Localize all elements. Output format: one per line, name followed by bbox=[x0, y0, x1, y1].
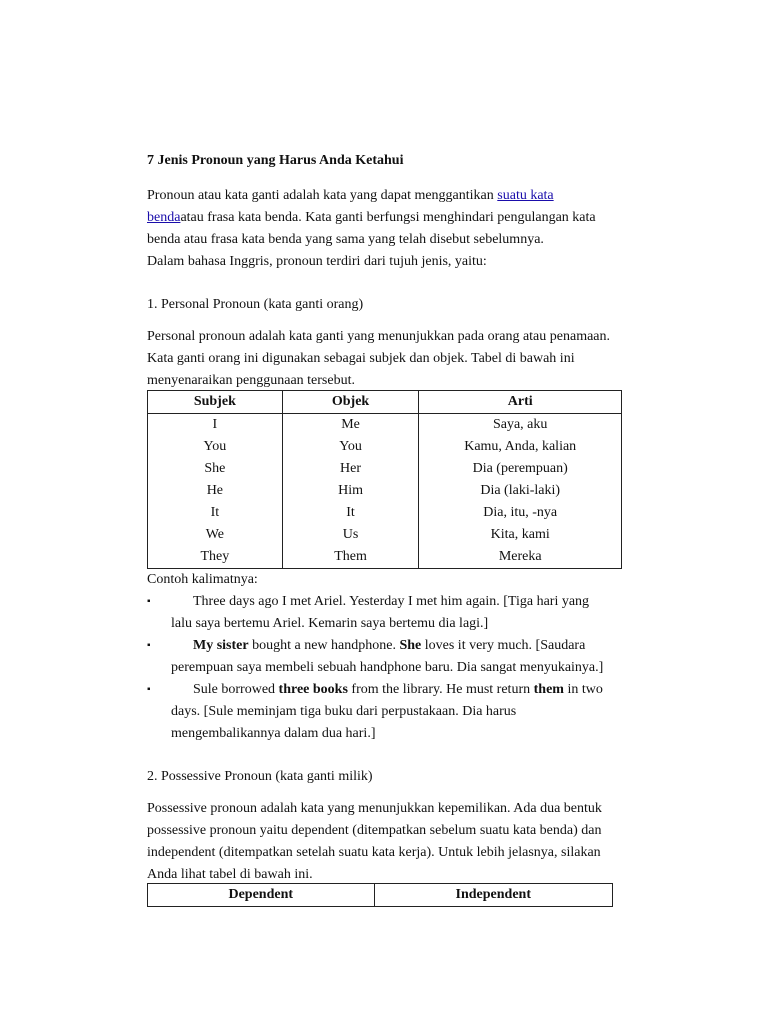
bold-text: My sister bbox=[193, 638, 249, 653]
table-cell: It bbox=[282, 502, 419, 524]
bold-text: three books bbox=[278, 682, 348, 697]
example-line: lalu saya bertemu Ariel. Kemarin saya bertemu dia lagi.] bbox=[171, 616, 489, 631]
section2-paragraph bbox=[147, 798, 667, 886]
bold-text: She bbox=[399, 638, 422, 653]
bullet-marker: ▪ bbox=[147, 640, 151, 651]
list-item bbox=[147, 679, 667, 745]
table-header-row bbox=[148, 884, 613, 907]
intro-text-1: Pronoun atau kata ganti adalah kata yang dapat menggantikan bbox=[147, 188, 498, 203]
intro-line-3: benda atau frasa kata benda yang sama yang telah disebut sebelumnya. bbox=[147, 232, 544, 247]
table-row bbox=[148, 436, 622, 458]
example-text: Sule borrowed bbox=[193, 682, 279, 697]
table-cell: You bbox=[282, 436, 419, 458]
table-cell: Him bbox=[282, 480, 419, 502]
column-header-subjek: Subjek bbox=[148, 391, 283, 414]
table-cell: Them bbox=[282, 546, 419, 569]
column-header-arti: Arti bbox=[419, 391, 622, 414]
example-line: Three days ago I met Ariel. Yesterday I met him again. [Tiga hari yang bbox=[193, 594, 590, 609]
suatu-kata-benda-link-cont[interactable]: benda bbox=[147, 210, 181, 225]
table-cell: Dia (perempuan) bbox=[419, 458, 622, 480]
table-cell: Dia (laki-laki) bbox=[419, 480, 622, 502]
table-cell: Mereka bbox=[419, 546, 622, 569]
section2-para-line: Anda lihat tabel di bawah ini. bbox=[147, 867, 313, 882]
column-header-independent: Independent bbox=[374, 884, 613, 907]
examples-label: Contoh kalimatnya: bbox=[147, 572, 258, 587]
table-row bbox=[148, 414, 622, 437]
table-header-row bbox=[148, 391, 622, 414]
example-text: in two bbox=[563, 682, 603, 697]
table-cell: Kamu, Anda, kalian bbox=[419, 436, 622, 458]
intro-line-2 bbox=[147, 207, 667, 229]
section2-para-line: independent (ditempatkan setelah suatu kata kerja). Untuk lebih jelasnya, silakan bbox=[147, 845, 601, 860]
example-line: mengembalikannya dalam dua hari.] bbox=[171, 726, 376, 741]
intro-line-1 bbox=[147, 185, 667, 207]
table-cell: Us bbox=[282, 524, 419, 546]
section1-para-line: Kata ganti orang ini digunakan sebagai subjek dan objek. Tabel di bawah ini bbox=[147, 351, 575, 366]
suatu-kata-benda-link[interactable]: suatu kata bbox=[497, 188, 554, 203]
table-cell: We bbox=[148, 524, 283, 546]
column-header-objek: Objek bbox=[282, 391, 419, 414]
table-cell: Her bbox=[282, 458, 419, 480]
example-text: from the library. He must return bbox=[347, 682, 534, 697]
table-row bbox=[148, 480, 622, 502]
possessive-pronoun-table bbox=[147, 883, 613, 907]
section1-heading: 1. Personal Pronoun (kata ganti orang) bbox=[147, 297, 364, 312]
table-cell: Me bbox=[282, 414, 419, 437]
table-cell: He bbox=[148, 480, 283, 502]
table-cell: They bbox=[148, 546, 283, 569]
examples-list bbox=[147, 591, 667, 745]
list-item bbox=[147, 591, 667, 635]
table-cell: Dia, itu, -nya bbox=[419, 502, 622, 524]
table-row bbox=[148, 546, 622, 569]
intro-paragraph bbox=[147, 185, 667, 273]
table-cell: She bbox=[148, 458, 283, 480]
example-line bbox=[171, 635, 667, 657]
intro-text-2: atau frasa kata benda. Kata ganti berfungsi menghindari pengulangan kata bbox=[180, 210, 596, 225]
section2-para-line: Possessive pronoun adalah kata yang menunjukkan kepemilikan. Ada dua bentuk bbox=[147, 801, 602, 816]
table-cell: You bbox=[148, 436, 283, 458]
table-cell: I bbox=[148, 414, 283, 437]
section1-para-line: menyenaraikan penggunaan tersebut. bbox=[147, 373, 355, 388]
table-row bbox=[148, 524, 622, 546]
example-text: bought a new handphone. bbox=[248, 638, 400, 653]
table-cell: Saya, aku bbox=[419, 414, 622, 437]
example-text: loves it very much. [Saudara bbox=[421, 638, 586, 653]
table-row bbox=[148, 502, 622, 524]
bullet-marker: ▪ bbox=[147, 684, 151, 695]
section1-para-line: Personal pronoun adalah kata ganti yang menunjukkan pada orang atau penamaan. bbox=[147, 329, 611, 344]
bullet-marker: ▪ bbox=[147, 596, 151, 607]
example-line: perempuan saya membeli sebuah handphone baru. Dia sangat menyukainya.] bbox=[171, 660, 604, 675]
section2-para-line: possessive pronoun yaitu dependent (ditempatkan sebelum suatu kata benda) dan bbox=[147, 823, 602, 838]
example-line: days. [Sule meminjam tiga buku dari perpustakaan. Dia harus bbox=[171, 704, 517, 719]
table-cell: It bbox=[148, 502, 283, 524]
section2-heading: 2. Possessive Pronoun (kata ganti milik) bbox=[147, 769, 373, 784]
column-header-dependent: Dependent bbox=[148, 884, 375, 907]
table-cell: Kita, kami bbox=[419, 524, 622, 546]
list-item bbox=[147, 635, 667, 679]
intro-line-4: Dalam bahasa Inggris, pronoun terdiri dari tujuh jenis, yaitu: bbox=[147, 254, 487, 269]
document-title: 7 Jenis Pronoun yang Harus Anda Ketahui bbox=[147, 153, 404, 168]
section1-paragraph bbox=[147, 326, 667, 392]
example-line bbox=[171, 679, 667, 701]
bold-text: them bbox=[533, 682, 564, 697]
table-row bbox=[148, 458, 622, 480]
personal-pronoun-table bbox=[147, 390, 622, 569]
